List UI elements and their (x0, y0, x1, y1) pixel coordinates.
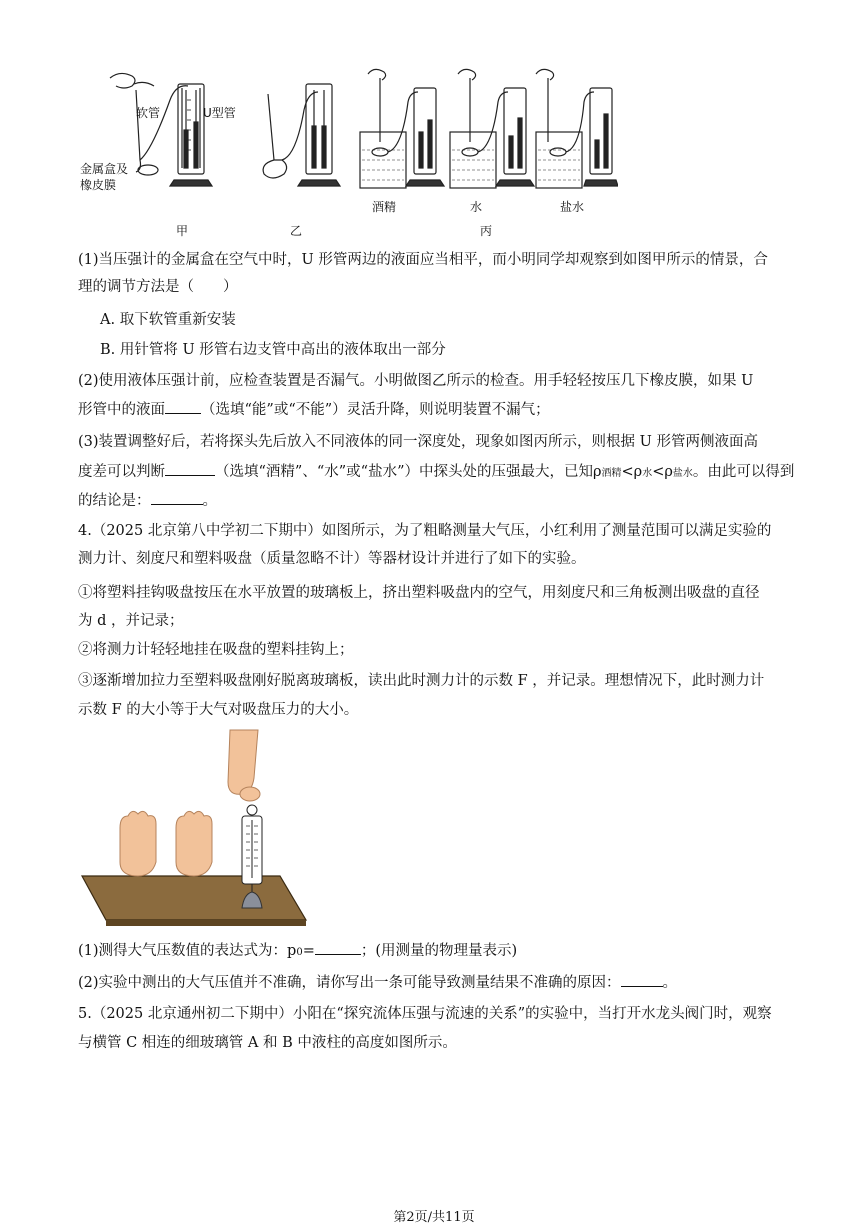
q3-part1-line1: (1)当压强计的金属盒在空气中时，U 形管两边的液面应当相平，而小明同学却观察到如图甲所示的情景，合 (78, 252, 768, 268)
q4-step3-line2: 示数 F 的大小等于大气对吸盘压力的大小。 (78, 702, 359, 718)
answer-blank[interactable] (165, 461, 215, 476)
label-membrane: 橡皮膜 (80, 178, 117, 192)
label-metal-box: 金属盒及 (80, 162, 129, 176)
answer-blank[interactable] (621, 972, 663, 987)
q5-line2: 与横管 C 相连的细玻璃管 A 和 B 中液柱的高度如图所示。 (78, 1035, 457, 1051)
q4-step1-line2: 为 d ，并记录； (78, 613, 184, 629)
q4-step2: ②将测力计轻轻地挂在吸盘的塑料挂钩上； (78, 642, 354, 658)
q4-step3-line1: ③逐渐增加拉力至塑料吸盘刚好脱离玻璃板，读出此时测力计的示数 F ，并记录。理想情况下，此时测力计 (78, 673, 765, 689)
answer-blank[interactable] (165, 399, 201, 414)
caption-yi: 乙 (290, 224, 303, 238)
caption-bing: 丙 (480, 224, 493, 238)
q3-part3-line3: 的结论是： 。 (78, 490, 798, 511)
label-salt-water: 盐水 (560, 200, 585, 214)
answer-blank[interactable] (315, 940, 361, 955)
q3-part3-line2: 度差可以判断 （选填“酒精”、“水”或“盐水”）中探头处的压强最大，已知ρ酒精<ρ水<ρ盐水。由此可以得到 (78, 461, 798, 484)
page-footer: 第2页/共11页 (393, 1210, 475, 1225)
label-water: 水 (470, 200, 483, 214)
caption-jia: 甲 (176, 224, 189, 238)
q4-intro-line2: 测力计、刻度尺和塑料吸盘（质量忽略不计）等器材设计并进行了如下的实验。 (78, 551, 586, 567)
q3-part3-line1: (3)装置调整好后，若将探头先后放入不同液体的同一深度处，现象如图丙所示，则根据 U 形管两侧液面高 (78, 434, 758, 450)
suction-cup-experiment-figure (80, 728, 310, 928)
q4-intro-line1: 4.（2025 北京第八中学初二下期中）如图所示，为了粗略测量大气压，小红利用了测量范围可以满足实验的 (78, 523, 772, 539)
label-u-tube: U型管 (203, 106, 236, 120)
label-alcohol: 酒精 (372, 200, 397, 214)
q3-option-b: B. 用针管将 U 形管右边支管中高出的液体取出一部分 (100, 342, 446, 358)
pressure-gauge-figure (78, 60, 618, 220)
q5-line1: 5.（2025 北京通州初二下期中）小阳在“探究流体压强与流速的关系”的实验中，当打开水龙头阀门时，观察 (78, 1006, 772, 1022)
q3-part1-line2: 理的调节方法是（ ） (78, 279, 238, 295)
answer-blank[interactable] (151, 490, 203, 505)
label-hose: 软管 (136, 106, 161, 120)
q3-option-a: A. 取下软管重新安装 (100, 312, 236, 328)
q4-step1-line1: ①将塑料挂钩吸盘按压在水平放置的玻璃板上，挤出塑料吸盘内的空气，用刻度尺和三角板测出吸盘的直径 (78, 585, 760, 601)
q3-part2-line1: (2)使用液体压强计前，应检查装置是否漏气。小明做图乙所示的检查。用手轻轻按压几下橡皮膜，如果 U (78, 373, 754, 389)
q4-part2: (2)实验中测出的大气压值并不准确，请你写出一条可能导致测量结果不准确的原因： 。 (78, 972, 798, 993)
q4-part1: (1)测得大气压数值的表达式为：p0= ；(用测量的物理量表示) (78, 940, 798, 963)
q3-part2-line2: 形管中的液面 （选填“能”或“不能”）灵活升降，则说明装置不漏气； (78, 399, 798, 420)
